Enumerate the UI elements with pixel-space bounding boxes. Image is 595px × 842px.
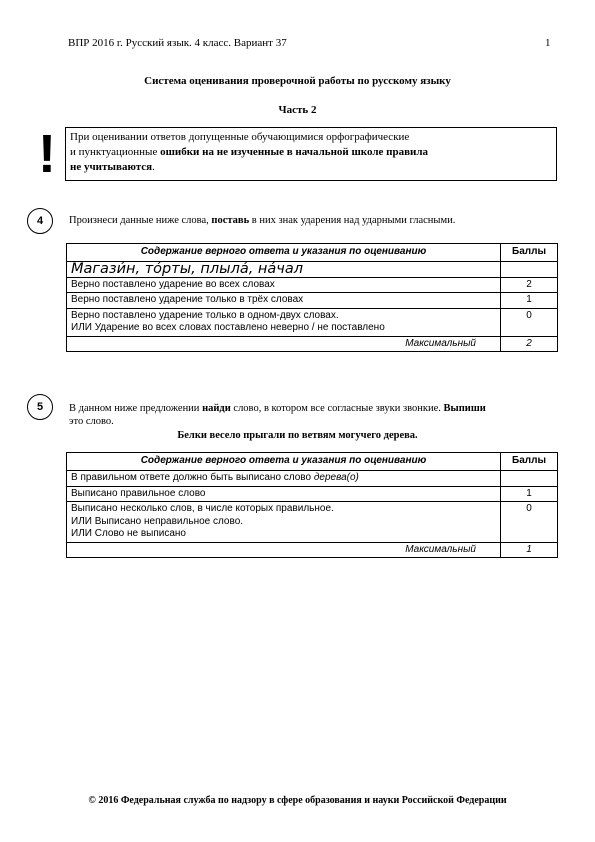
table-row: [67, 308, 558, 336]
page-number: 1: [545, 37, 551, 49]
criteria-header: Содержание верного ответа и указания по оцениванию: [67, 453, 501, 471]
score-cell: 2: [501, 277, 558, 293]
notice-emphasis: ошибки на не изученные в начальной школе правила: [160, 146, 429, 158]
table-row: [67, 471, 558, 487]
answer-prefix: В правильном ответе должно быть выписано слово: [71, 472, 314, 483]
score-header: Баллы: [501, 453, 558, 471]
criteria-line: ИЛИ Ударение во всех словах поставлено неверно / не поставлено: [71, 322, 385, 333]
task-5-line-1: [69, 402, 559, 415]
table-row: [67, 502, 558, 543]
criteria-cell: Верно поставлено ударение во всех словах: [67, 277, 501, 293]
table-row-max: [67, 336, 558, 352]
criteria-line: ИЛИ Слово не выписано: [71, 528, 186, 539]
table-row-max: [67, 542, 558, 558]
task-5-grading-table: [66, 452, 558, 558]
score-cell: 0: [501, 308, 558, 336]
answer-words: Магази́н, то́рты, плыла́, на́чал: [67, 262, 501, 278]
table-header-row: [67, 244, 558, 262]
notice-line-3: [70, 160, 552, 175]
score-cell: 1: [501, 486, 558, 502]
answer-word: дерева(о): [313, 472, 359, 483]
task-4-text: [69, 214, 455, 227]
max-score: 2: [501, 336, 558, 352]
task-5-text-bold: найди: [202, 403, 231, 414]
warning-icon: !: [38, 124, 56, 184]
part-title: Часть 2: [278, 104, 317, 116]
score-cell: 0: [501, 502, 558, 543]
task-4-text-end: в них знак ударения над ударными гласными.: [249, 215, 456, 226]
answer-cell: [67, 471, 501, 487]
task-4-text-start: Произнеси данные ниже слова,: [69, 215, 212, 226]
task-5-line-2: это слово.: [69, 416, 114, 427]
notice-text: и пунктуационные: [70, 146, 161, 158]
criteria-cell: [67, 502, 501, 543]
task-5-number-badge: 5: [27, 394, 53, 420]
criteria-cell: Верно поставлено ударение только в трёх словах: [67, 293, 501, 309]
task-4-number-badge: 4: [27, 208, 53, 234]
task-5-text-bold: Выпиши: [443, 403, 486, 414]
criteria-line: Верно поставлено ударение только в одном-двух словах.: [71, 309, 339, 321]
table-row: [67, 262, 558, 278]
page-header: ВПР 2016 г. Русский язык. 4 класс. Вариант 37: [68, 37, 287, 49]
task-5-text: [69, 402, 559, 428]
task-5-text-start: В данном ниже предложении: [69, 403, 203, 414]
criteria-cell: Выписано правильное слово: [67, 486, 501, 502]
task-4-text-bold: поставь: [211, 215, 250, 226]
notice-line-2: [70, 145, 552, 160]
notice-line-1: При оценивании ответов допущенные обучающимися орфографические: [70, 131, 410, 143]
criteria-header: Содержание верного ответа и указания по оцениванию: [67, 244, 501, 262]
copyright-footer: © 2016 Федеральная служба по надзору в сфере образования и науки Российской Федерации: [88, 795, 507, 806]
notice-period: .: [152, 161, 155, 173]
table-header-row: [67, 453, 558, 471]
criteria-line: Выписано несколько слов, в числе которых правильное.: [71, 503, 334, 514]
table-row: [67, 293, 558, 309]
criteria-line: ИЛИ Выписано неправильное слово.: [71, 515, 244, 527]
document-title: Система оценивания проверочной работы по русскому языку: [144, 75, 451, 87]
max-label: Максимальный: [67, 542, 501, 558]
notice-box: [65, 127, 557, 181]
table-row: [67, 486, 558, 502]
notice-emphasis-end: не учитываются: [70, 161, 153, 173]
score-cell: 1: [501, 293, 558, 309]
score-cell: [501, 262, 558, 278]
task-5-sentence: Белки весело прыгали по ветвям могучего дерева.: [177, 430, 418, 441]
score-cell: [501, 471, 558, 487]
score-header: Баллы: [501, 244, 558, 262]
task-5-text-mid: слово, в котором все согласные звуки звонкие.: [230, 403, 444, 414]
table-row: [67, 277, 558, 293]
max-label: Максимальный: [67, 336, 501, 352]
max-score: 1: [501, 542, 558, 558]
task-4-grading-table: [66, 243, 558, 352]
criteria-cell: [67, 308, 501, 336]
